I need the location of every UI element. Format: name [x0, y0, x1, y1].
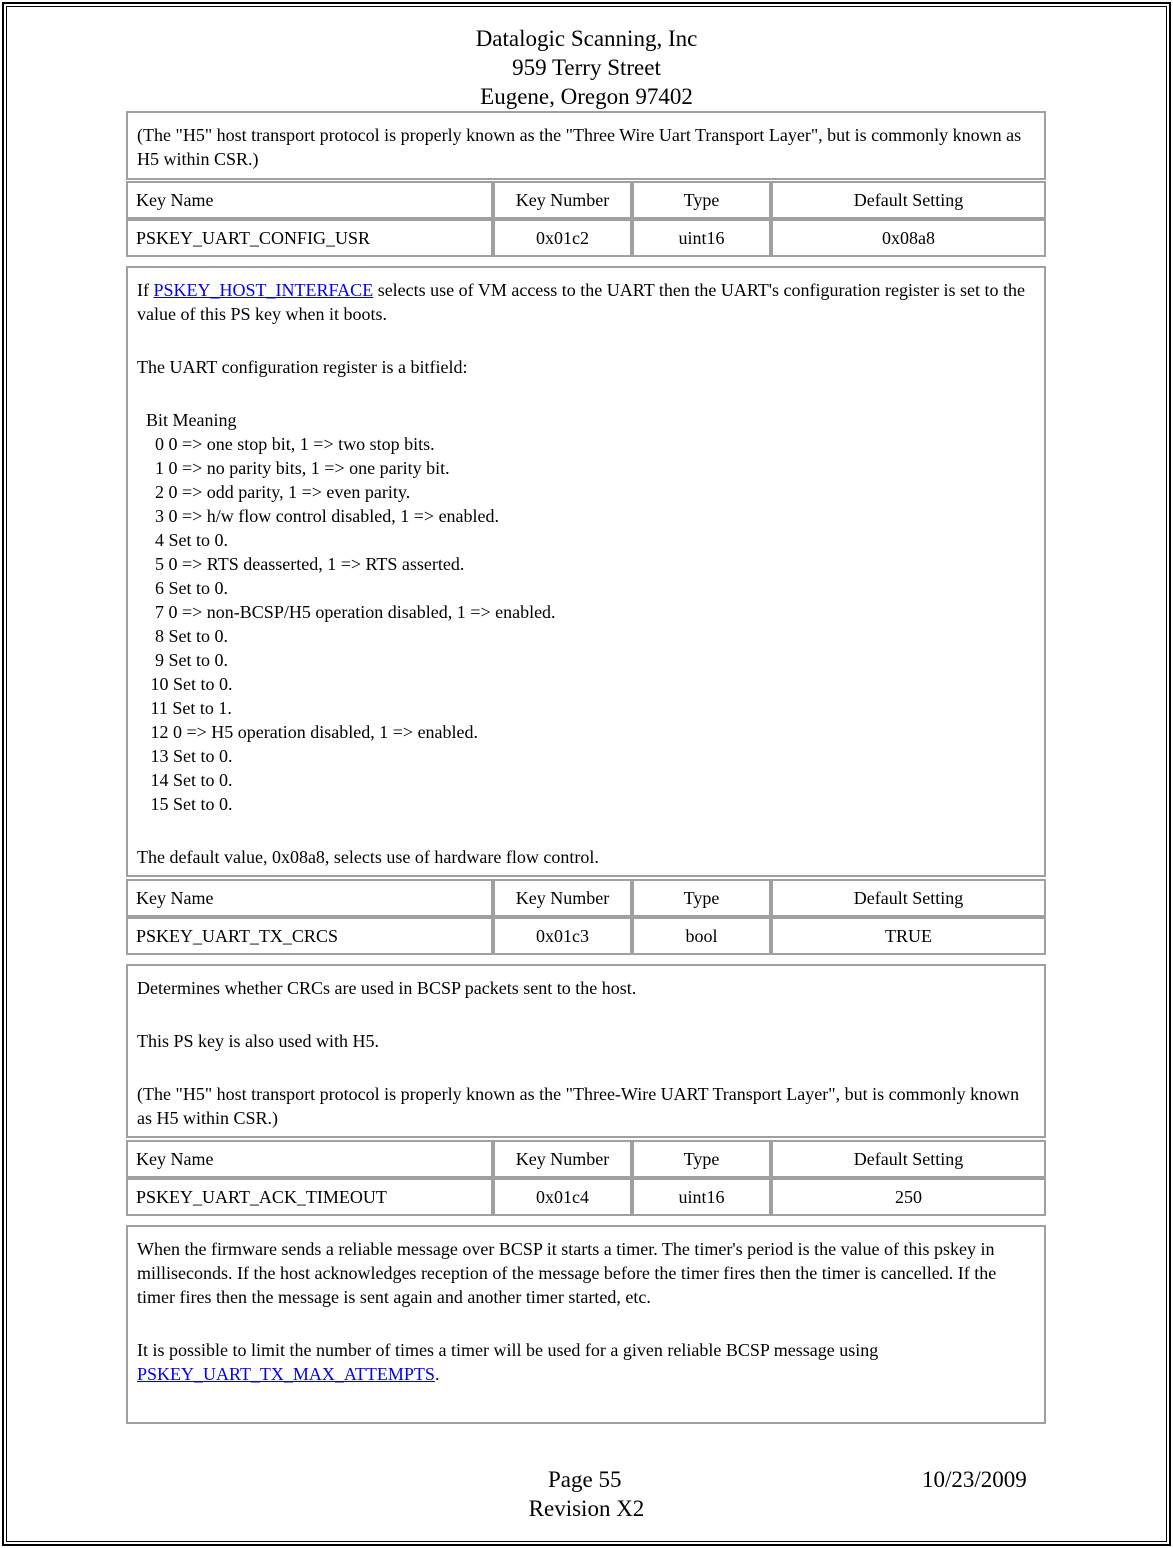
company-name: Datalogic Scanning, Inc — [475, 26, 698, 51]
key-type: uint16 — [632, 219, 771, 257]
description-bitfield-intro: The UART configuration register is a bitfield: — [137, 357, 468, 377]
description-paragraph: (The "H5" host transport protocol is properly known as the "Three-Wire UART Transport Layer", but is commonly known as H5 within CSR.) — [137, 1084, 1020, 1128]
bitfield-line: 6 Set to 0. — [137, 578, 229, 598]
bitfield-line: 1 0 => no parity bits, 1 => one parity bit. — [137, 458, 450, 478]
key-name: PSKEY_UART_TX_CRCS — [126, 917, 493, 955]
table-header-row — [126, 1140, 1046, 1178]
col-key-name: Key Name — [126, 1140, 493, 1178]
table-row — [126, 1178, 1046, 1216]
key-number: 0x01c2 — [493, 219, 632, 257]
key-description-uart-config-usr — [126, 266, 1046, 877]
bitfield-line: 9 Set to 0. — [137, 650, 229, 670]
key-default: 0x08a8 — [771, 219, 1046, 257]
key-type: uint16 — [632, 1178, 771, 1216]
bitfield-line: 2 0 => odd parity, 1 => even parity. — [137, 482, 411, 502]
bitfield-line: 5 0 => RTS deasserted, 1 => RTS asserted. — [137, 554, 465, 574]
description-paragraph: When the firmware sends a reliable message over BCSP it starts a timer. The timer's period is the value of this pskey in milliseconds. If the host acknowledges reception of the message before the timer fires then the timer is cancelled. If the timer fires then the message is sent again and another timer started, etc. — [137, 1239, 997, 1307]
key-table-uart-config-usr — [126, 181, 1046, 257]
col-key-number: Key Number — [493, 1140, 632, 1178]
description-intro: If PSKEY_HOST_INTERFACE selects use of VM access to the UART then the UART's configuration register is set to the value of this PS key when it boots. — [137, 280, 1025, 324]
key-name: PSKEY_UART_CONFIG_USR — [126, 219, 493, 257]
top-note-block — [126, 111, 1046, 180]
col-key-number: Key Number — [493, 181, 632, 219]
revision: Revision X2 — [528, 1496, 645, 1521]
col-default-setting: Default Setting — [771, 181, 1046, 219]
description-default-note: The default value, 0x08a8, selects use of hardware flow control. — [137, 847, 599, 867]
bitfield-line: Bit Meaning — [137, 410, 237, 430]
bitfield-line: 15 Set to 0. — [137, 794, 233, 814]
page-date: 10/23/2009 — [922, 1467, 1027, 1492]
bitfield-line: 8 Set to 0. — [137, 626, 229, 646]
bitfield-line: 7 0 => non-BCSP/H5 operation disabled, 1 => enabled. — [137, 602, 556, 622]
bitfield-line: 10 Set to 0. — [137, 674, 233, 694]
col-type: Type — [632, 879, 771, 917]
company-city: Eugene, Oregon 97402 — [480, 84, 693, 109]
link-pskey-host-interface[interactable]: PSKEY_HOST_INTERFACE — [153, 280, 374, 300]
bitfield-list — [137, 408, 1035, 816]
col-key-number: Key Number — [493, 879, 632, 917]
table-row — [126, 219, 1046, 257]
col-type: Type — [632, 181, 771, 219]
key-type: bool — [632, 917, 771, 955]
bitfield-line: 3 0 => h/w flow control disabled, 1 => enabled. — [137, 506, 500, 526]
table-header-row — [126, 879, 1046, 917]
key-default: 250 — [771, 1178, 1046, 1216]
col-key-name: Key Name — [126, 181, 493, 219]
description-paragraph: Determines whether CRCs are used in BCSP packets sent to the host. — [137, 978, 637, 998]
bitfield-line: 14 Set to 0. — [137, 770, 233, 790]
key-description-uart-ack-timeout — [126, 1225, 1046, 1424]
company-street: 959 Terry Street — [512, 55, 661, 80]
top-note-text: (The "H5" host transport protocol is properly known as the "Three Wire Uart Transport Layer", but is commonly known as H5 within CSR.) — [137, 125, 1022, 169]
description-paragraph-link: It is possible to limit the number of times a timer will be used for a given reliable BCSP message using PSKEY_UART_TX_MAX_ATTEMPTS. — [137, 1340, 879, 1384]
bitfield-line: 13 Set to 0. — [137, 746, 233, 766]
col-key-name: Key Name — [126, 879, 493, 917]
key-table-uart-ack-timeout — [126, 1140, 1046, 1216]
col-default-setting: Default Setting — [771, 879, 1046, 917]
bitfield-line: 0 0 => one stop bit, 1 => two stop bits. — [137, 434, 435, 454]
key-number: 0x01c3 — [493, 917, 632, 955]
link-pskey-uart-tx-max-attempts[interactable]: PSKEY_UART_TX_MAX_ATTEMPTS — [137, 1364, 435, 1384]
bitfield-line: 12 0 => H5 operation disabled, 1 => enabled. — [137, 722, 479, 742]
key-table-uart-tx-crcs — [126, 879, 1046, 955]
document-header — [0, 24, 1173, 111]
key-default: TRUE — [771, 917, 1046, 955]
key-number: 0x01c4 — [493, 1178, 632, 1216]
page-number: Page 55 — [548, 1467, 622, 1492]
col-default-setting: Default Setting — [771, 1140, 1046, 1178]
bitfield-line: 4 Set to 0. — [137, 530, 229, 550]
col-type: Type — [632, 1140, 771, 1178]
key-description-uart-tx-crcs — [126, 964, 1046, 1138]
bitfield-line: 11 Set to 1. — [137, 698, 232, 718]
key-name: PSKEY_UART_ACK_TIMEOUT — [126, 1178, 493, 1216]
table-row — [126, 917, 1046, 955]
table-header-row — [126, 181, 1046, 219]
description-paragraph: This PS key is also used with H5. — [137, 1031, 380, 1051]
